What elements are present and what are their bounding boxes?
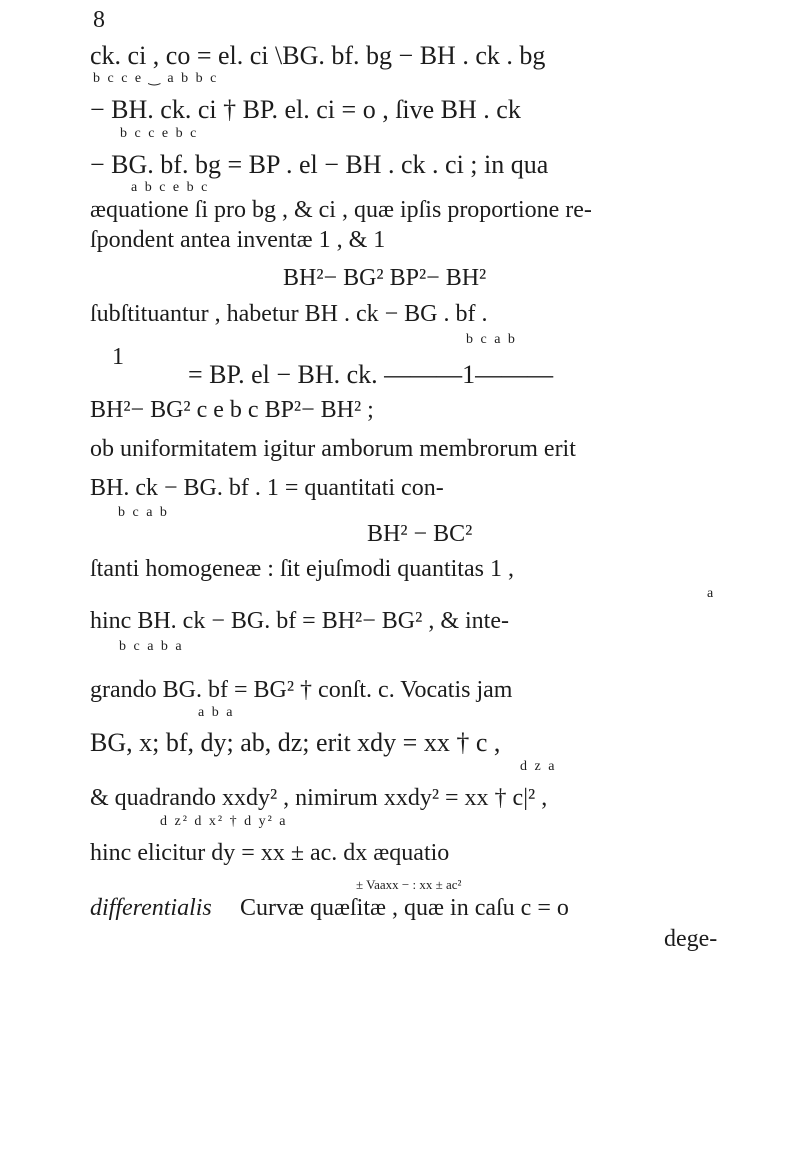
text-line-2: − BH. ck. ci † BP. el. ci = o , ſive BH . ck: [90, 95, 521, 124]
text-line-7: ſubſtituantur , habetur BH . ck − BG . bf .: [90, 301, 488, 327]
text-line-14: hinc BH. ck − BG. bf = BH²− BG² , & inte-: [90, 608, 509, 634]
text-line-4: æquatione ſi pro bg , & ci , quæ ipſis proportione re-: [90, 197, 592, 223]
text-line-11: BH. ck − BG. bf . 1 = quantitati con-: [90, 475, 444, 501]
subscript-line-3: a b c e b c: [131, 180, 210, 195]
text-line-18: hinc elicitur dy = xx ± ac. dx æquatio: [90, 840, 450, 866]
text-line-15: grando BG. bf = BG² † conſt. c. Vocatis jam: [90, 677, 513, 703]
subscript-line-14: b c a b a: [119, 639, 184, 654]
subscript-line-16: d z a: [520, 759, 557, 774]
text-line-9: BH²− BG² c e b c BP²− BH² ;: [90, 397, 374, 423]
subscript-line-2: b c c e b c: [120, 126, 199, 141]
subscript-line-17: d z² d x² † d y² a: [160, 814, 288, 829]
text-line-1: ck. ci , co = el. ci \BG. bf. bg − BH . ck . bg: [90, 41, 546, 70]
text-line-10: ob uniformitatem igitur amborum membrorum erit: [90, 436, 576, 462]
subscript-line-7: b c a b: [466, 332, 517, 347]
page-number: 8: [93, 7, 105, 33]
text-line-20: Curvæ quæſitæ , quæ in caſu c = o: [240, 895, 569, 921]
fraction-denominators: BH²− BG² BP²− BH²: [283, 265, 487, 291]
italic-word-differentialis: differentialis: [90, 895, 212, 921]
denominator-line-19: ± Vaaxx − : xx ± ac²: [356, 877, 462, 892]
fraction-numerator-1: 1: [112, 344, 124, 370]
subscript-line-1: b c c e ‿ a b b c: [93, 71, 219, 86]
text-line-5: ſpondent antea inventæ 1 , & 1: [90, 227, 386, 253]
catchword: dege-: [664, 926, 718, 952]
text-line-8: = BP. el − BH. ck. ———1———: [188, 360, 554, 389]
fraction-denominator-2: BH² − BC²: [367, 521, 473, 547]
text-line-16: BG, x; bf, dy; ab, dz; erit xdy = xx † c ,: [90, 728, 501, 757]
subscript-line-13: a: [707, 586, 716, 601]
text-line-13: ſtanti homogeneæ : ſit ejuſmodi quantitas 1 ,: [90, 556, 514, 582]
subscript-line-11: b c a b: [118, 505, 169, 520]
text-line-17: & quadrando xxdy² , nimirum xxdy² = xx † c|² ,: [90, 785, 548, 811]
text-line-3: − BG. bf. bg = BP . el − BH . ck . ci ; in qua: [90, 150, 549, 179]
subscript-line-15: a b a: [198, 705, 235, 720]
